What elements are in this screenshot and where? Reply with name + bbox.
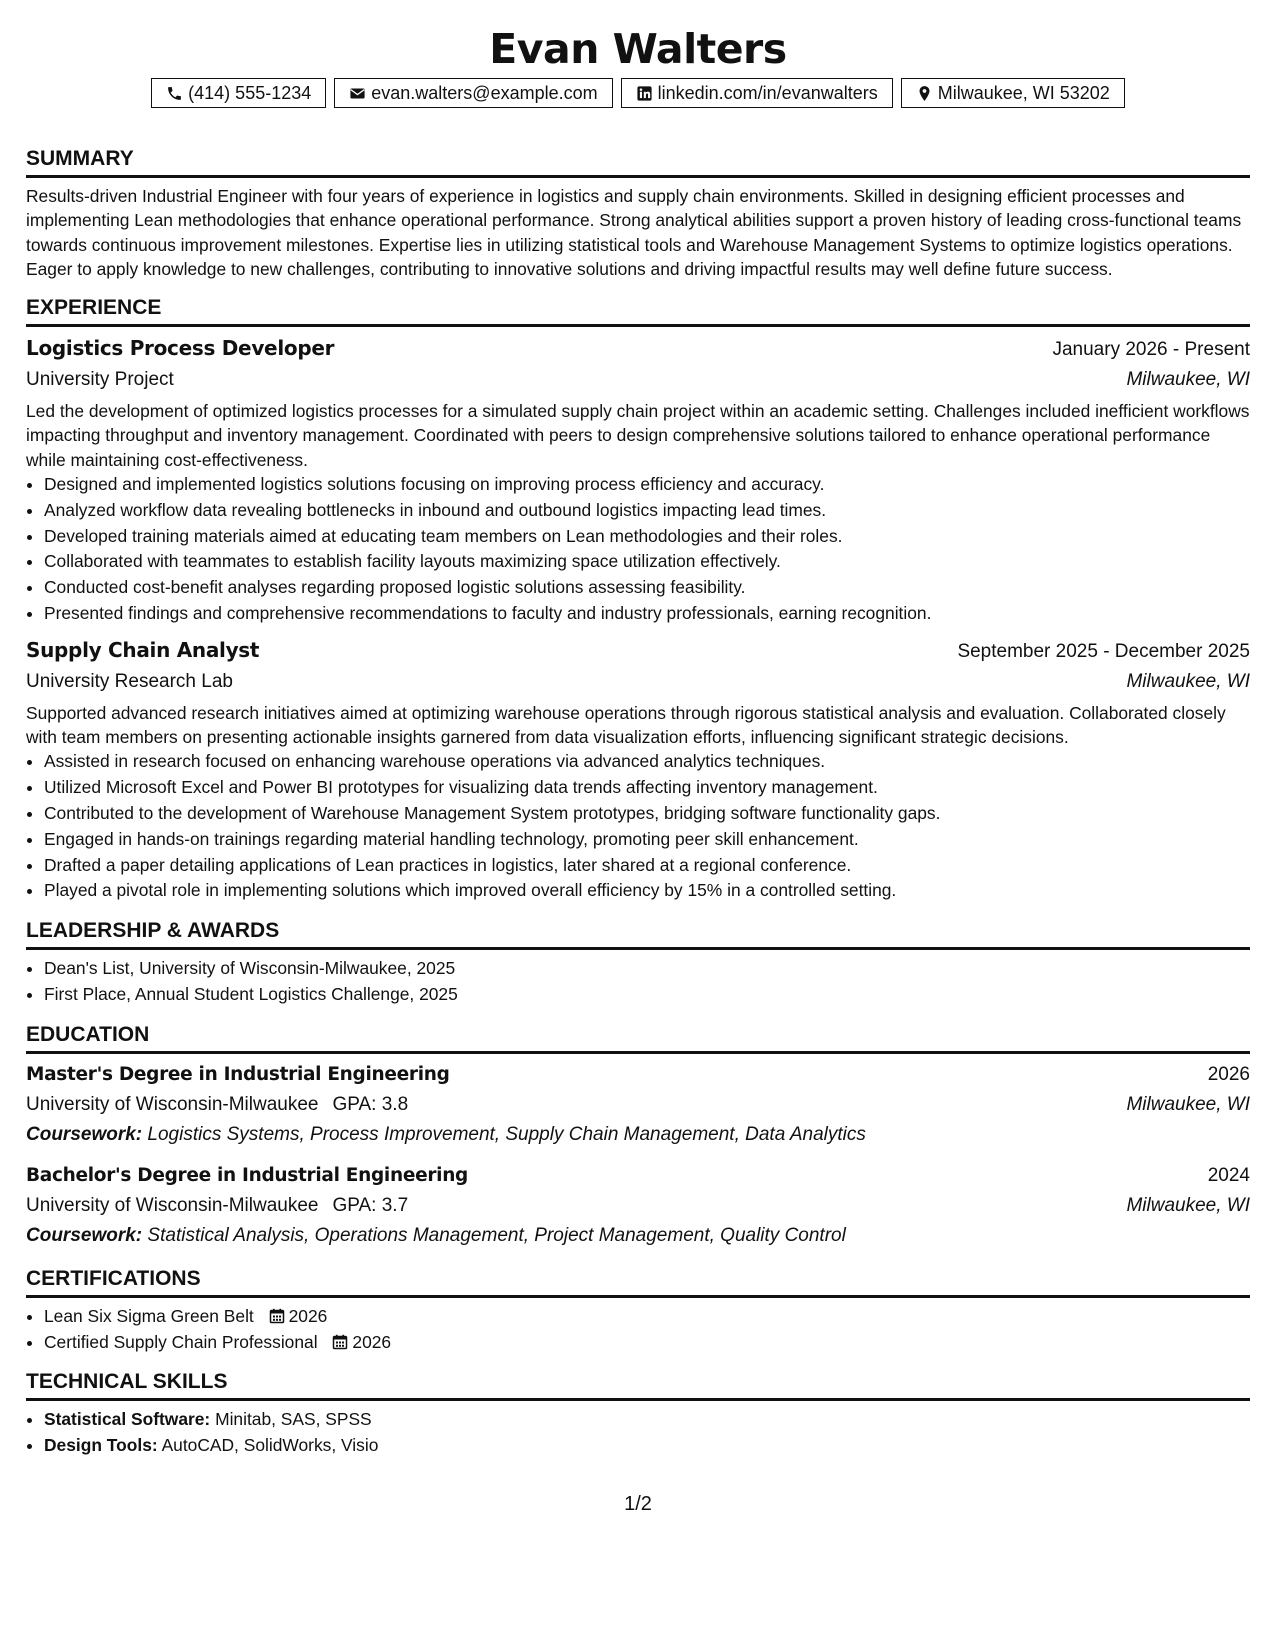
cert-year: 2026 <box>288 1305 328 1326</box>
school-location: Milwaukee, WI <box>1126 1093 1250 1115</box>
coursework-list: Logistics Systems, Process Improvement, Supply Chain Management, Data Analytics <box>147 1123 866 1145</box>
list-item <box>44 1304 1250 1330</box>
leadership-section <box>26 918 1250 1008</box>
coursework <box>26 1120 1250 1149</box>
certifications-heading: CERTIFICATIONS <box>26 1266 1250 1298</box>
leadership-heading: LEADERSHIP & AWARDS <box>26 918 1250 950</box>
envelope-icon <box>349 85 366 102</box>
job-entry <box>26 635 1250 904</box>
leadership-list <box>26 956 1250 1008</box>
page-number: 1/2 <box>624 1493 652 1515</box>
job-title: Supply Chain Analyst <box>26 637 260 662</box>
skills-list <box>26 1407 1250 1459</box>
list-item: • Conducted cost-benefit analyses regarding proposed logistic solutions assessing feasibility. <box>44 575 1250 601</box>
cert-year: 2026 <box>352 1331 392 1352</box>
job-organization: University Project <box>26 369 174 391</box>
coursework <box>26 1221 1250 1250</box>
gpa: GPA: 3.8 <box>332 1093 409 1115</box>
list-item <box>44 1433 1250 1459</box>
list-item: • Presented findings and comprehensive recommendations to faculty and industry professionals, earning recognition. <box>44 601 1250 627</box>
list-item: • Drafted a paper detailing applications of Lean practices in logistics, later shared at a regional conference. <box>44 853 1250 879</box>
list-item: • Developed training materials aimed at educating team members on Lean methodologies and their roles. <box>44 524 1250 550</box>
school-name: University of Wisconsin-Milwaukee <box>26 1093 319 1115</box>
certifications-list <box>26 1304 1250 1356</box>
email-chip[interactable] <box>334 78 612 108</box>
list-item: • Analyzed workflow data revealing bottlenecks in inbound and outbound logistics impacting lead times. <box>44 498 1250 524</box>
job-bullets <box>26 472 1250 627</box>
skill-label: Design Tools: <box>44 1435 158 1456</box>
list-item <box>44 1407 1250 1433</box>
location-chip <box>901 78 1125 108</box>
job-organization: University Research Lab <box>26 670 233 692</box>
experience-section <box>26 295 1250 904</box>
list-item: • Dean's List, University of Wisconsin-Milwaukee, 2025 <box>44 956 1250 982</box>
location-text: Milwaukee, WI 53202 <box>937 83 1110 103</box>
linkedin-chip[interactable] <box>621 78 893 108</box>
list-item: • Collaborated with teammates to establish facility layouts maximizing space utilization effectively. <box>44 549 1250 575</box>
summary-text: Results-driven Industrial Engineer with four years of experience in logistics and supply chain environments. Skilled in designing efficient processes and implementing Lean methodologies that enhance operational performance. Strong analytical abilities support a proven history of leading cross-functional teams towards continuous improvement milestones. Expertise lies in utilizing statistical tools and Warehouse Management Systems to optimize logistics operations. Eager to apply knowledge to new challenges, contributing to innovative solutions and driving impactful results may well define future success. <box>26 186 1242 279</box>
job-description: Supported advanced research initiatives aimed at optimizing warehouse operations through rigorous statistical analysis and evaluation. Collaborated closely with team members on presenting actionable insights garnered from data visualization efforts, influencing significant strategic decisions. <box>26 702 1226 748</box>
gpa: GPA: 3.7 <box>332 1194 409 1216</box>
coursework-label: Coursework: <box>26 1123 143 1145</box>
calendar-icon <box>269 1308 285 1324</box>
list-item: • Played a pivotal role in implementing solutions which improved overall efficiency by 15% in a controlled setting. <box>44 878 1250 904</box>
job-dates: September 2025 - December 2025 <box>957 640 1250 662</box>
calendar-icon <box>332 1334 348 1350</box>
phone-chip[interactable] <box>151 78 326 108</box>
list-item: • Contributed to the development of Warehouse Management System prototypes, bridging software functionality gaps. <box>44 801 1250 827</box>
resume-page <box>26 0 1250 1650</box>
summary-section <box>26 146 1250 281</box>
school-location: Milwaukee, WI <box>1126 1194 1250 1216</box>
list-item: • Designed and implemented logistics solutions focusing on improving process efficiency and accuracy. <box>44 472 1250 498</box>
summary-heading: SUMMARY <box>26 146 1250 178</box>
phone-text: (414) 555-1234 <box>188 83 312 103</box>
certifications-section <box>26 1266 1250 1356</box>
list-item: • Engaged in hands-on trainings regarding material handling technology, promoting peer skill enhancement. <box>44 827 1250 853</box>
email-text: evan.walters@example.com <box>371 83 598 103</box>
education-entry <box>26 1161 1250 1250</box>
job-title: Logistics Process Developer <box>26 336 335 361</box>
list-item: • Utilized Microsoft Excel and Power BI prototypes for visualizing data trends affecting inventory management. <box>44 775 1250 801</box>
contact-bar <box>26 78 1250 108</box>
list-item: • Assisted in research focused on enhancing warehouse operations via advanced analytics techniques. <box>44 749 1250 775</box>
school-name: University of Wisconsin-Milwaukee <box>26 1194 319 1216</box>
degree-title: Bachelor's Degree in Industrial Engineering <box>26 1164 469 1186</box>
candidate-name: Evan Walters <box>489 25 787 73</box>
education-section <box>26 1022 1250 1250</box>
map-pin-icon <box>916 85 933 102</box>
skill-label: Statistical Software: <box>44 1409 211 1430</box>
job-dates: January 2026 - Present <box>1052 339 1250 361</box>
list-item: • First Place, Annual Student Logistics Challenge, 2025 <box>44 982 1250 1008</box>
job-entry <box>26 333 1250 627</box>
degree-year: 2026 <box>1207 1063 1250 1085</box>
list-item <box>44 1330 1250 1356</box>
skill-value: Minitab, SAS, SPSS <box>215 1409 372 1430</box>
education-heading: EDUCATION <box>26 1022 1250 1054</box>
degree-year: 2024 <box>1207 1164 1250 1186</box>
job-description: Led the development of optimized logistics processes for a simulated supply chain project within an academic setting. Challenges included inefficient workflows impacting throughput and inventory management. Coordinated with peers to design comprehensive solutions tailored to enhance operational performance while maintaining cost-effectiveness. <box>26 401 1250 470</box>
job-location: Milwaukee, WI <box>1126 369 1250 391</box>
phone-icon <box>166 85 183 102</box>
cert-name: Certified Supply Chain Professional <box>44 1331 318 1352</box>
linkedin-icon <box>636 85 653 102</box>
job-location: Milwaukee, WI <box>1126 670 1250 692</box>
cert-name: Lean Six Sigma Green Belt <box>44 1305 254 1326</box>
job-bullets <box>26 749 1250 904</box>
degree-title: Master's Degree in Industrial Engineering <box>26 1063 450 1085</box>
skills-section <box>26 1369 1250 1459</box>
education-entry <box>26 1060 1250 1149</box>
coursework-list: Statistical Analysis, Operations Management, Project Management, Quality Control <box>147 1224 846 1246</box>
linkedin-text: linkedin.com/in/evanwalters <box>657 83 878 103</box>
coursework-label: Coursework: <box>26 1224 143 1246</box>
skill-value: AutoCAD, SolidWorks, Visio <box>161 1435 379 1456</box>
skills-heading: TECHNICAL SKILLS <box>26 1369 1250 1401</box>
experience-heading: EXPERIENCE <box>26 295 1250 327</box>
